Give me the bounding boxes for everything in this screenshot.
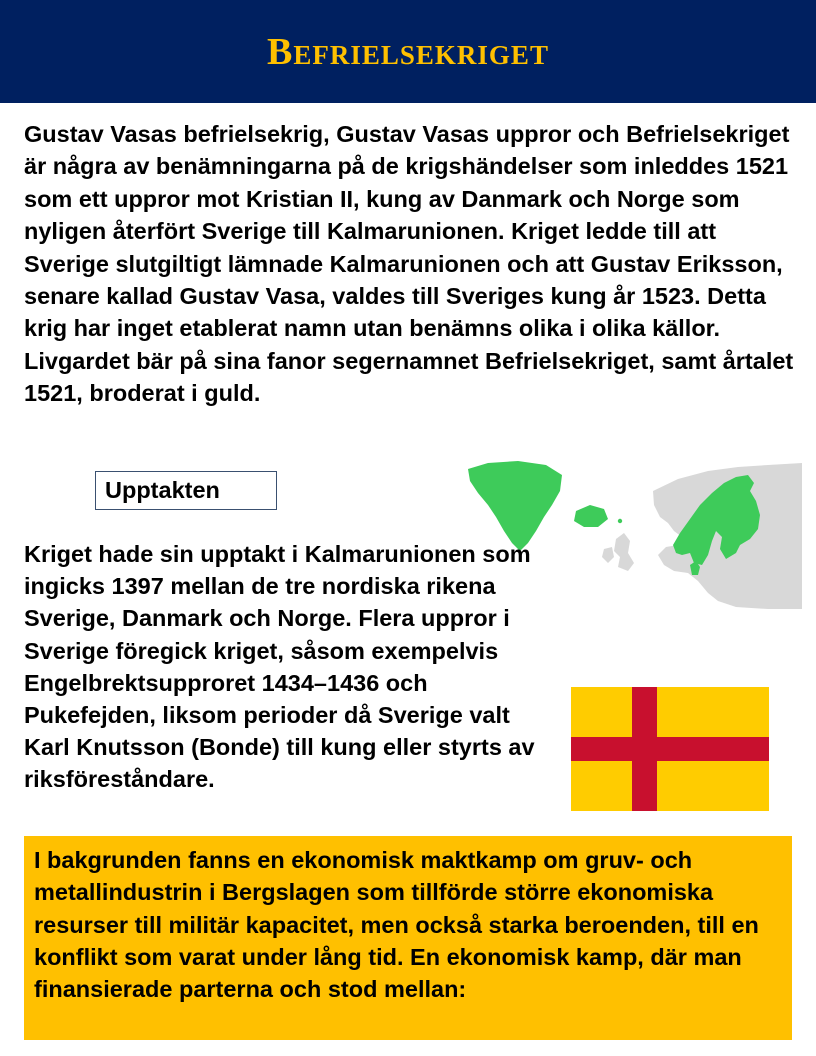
intro-paragraph: Gustav Vasas befrielsekrig, Gustav Vasas uppror och Befrielsekriget är några av benämningarna på de krigshändelser som inleddes 1521 som ett uppror mot Kristian II, kung av Danmark och Norge som nyligen återfört Sverige till Kalmarunionen. Kriget ledde till att Sverige slutgiltigt lämnade Kalmarunionen och att Gustav Eriksson, senare kallad Gustav Vasa, valdes till Sveriges kung år 1523. Detta krig har inget etablerat namn utan benämns olika i olika källor. Livgardet bär på sina fanor segernamnet Befrielsekriget, samt årtalet 1521, broderat i guld. [24, 121, 794, 407]
callout-text: I bakgrunden fanns en ekonomisk maktkamp om gruv- och metallindustrin i Bergslagen som tillförde större ekonomiska resurser till militär kapacitet, men också starka beroenden, till en konflikt som varat under lång tid. En ekonomisk kamp, där man finansierade parterna och stod mellan: [34, 847, 759, 1003]
callout-box [24, 836, 792, 1040]
section-heading: Upptakten [105, 477, 220, 503]
flag-cross-horizontal [571, 737, 769, 761]
kalmar-union-flag-icon [571, 687, 769, 811]
british-isles [614, 533, 634, 571]
iceland [574, 505, 608, 527]
section-heading-box [95, 471, 277, 510]
upptakten-paragraph: Kriget hade sin upptakt i Kalmarunionen som ingicks 1397 mellan de tre nordiska rikena Sverige, Danmark och Norge. Flera uppror i Sverige föregick kriget, såsom exempelvis Engelbrektsupproret 1434–1436 och Pukefejden, liksom perioder då Sverige valt Karl Knutsson (Bonde) till kung eller styrts av riksföreståndare. [24, 541, 535, 793]
faroe-islands [618, 519, 622, 523]
ireland [602, 547, 614, 563]
page-title: Befrielsekriget [267, 31, 549, 73]
title-banner [0, 0, 816, 103]
